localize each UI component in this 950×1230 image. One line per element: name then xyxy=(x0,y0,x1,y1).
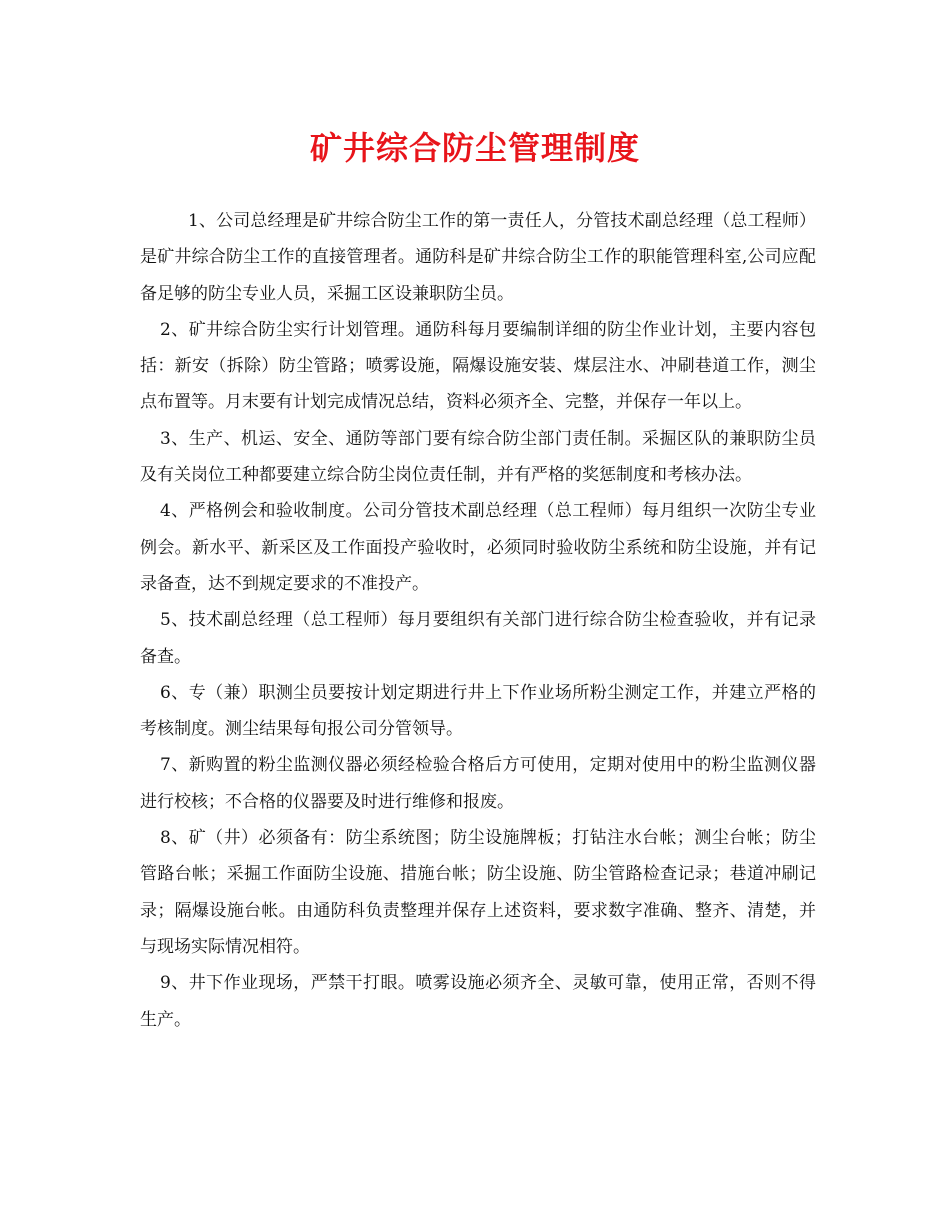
document-title: 矿井综合防尘管理制度 xyxy=(309,129,640,167)
paragraph-3: 3、生产、机运、安全、通防等部门要有综合防尘部门责任制。采掘区队的兼职防尘员及有关岗位工种都要建立综合防尘岗位责任制，并有严格的奖惩制度和考核办法。 xyxy=(140,428,816,486)
paragraph-2: 2、矿井综合防尘实行计划管理。通防科每月要编制详细的防尘作业计划，主要内容包括：新安（拆除）防尘管路；喷雾设施，隔爆设施安装、煤层注水、冲刷巷道工作，测尘点布置等。月末要有计划完成情况总结，资料必须齐全、完整，并保存一年以上。 xyxy=(140,319,816,413)
document-body xyxy=(140,203,816,1038)
paragraph-8: 8、矿（井）必须备有：防尘系统图；防尘设施牌板；打钻注水台帐；测尘台帐；防尘管路台帐；采掘工作面防尘设施、措施台帐；防尘设施、防尘管路检查记录；巷道冲刷记录；隔爆设施台帐。由通防科负责整理并保存上述资料，要求数字准确、整齐、清楚，并与现场实际情况相符。 xyxy=(140,828,816,957)
paragraph-4: 4、严格例会和验收制度。公司分管技术副总经理（总工程师）每月组织一次防尘专业例会。新水平、新采区及工作面投产验收时，必须同时验收防尘系统和防尘设施，并有记录备查，达不到规定要求的不准投产。 xyxy=(140,501,816,594)
paragraph-5: 5、技术副总经理（总工程师）每月要组织有关部门进行综合防尘检查验收，并有记录备查。 xyxy=(140,610,816,667)
paragraph-7: 7、新购置的粉尘监测仪器必须经检验合格后方可使用，定期对使用中的粉尘监测仪器进行校核；不合格的仪器要及时进行维修和报废。 xyxy=(140,755,816,812)
paragraph-9: 9、井下作业现场，严禁干打眼。喷雾设施必须齐全、灵敏可靠，使用正常，否则不得生产。 xyxy=(140,973,816,1030)
paragraph-6: 6、专（兼）职测尘员要按计划定期进行井上下作业场所粉尘测定工作，并建立严格的考核制度。测尘结果每旬报公司分管领导。 xyxy=(140,682,816,740)
paragraph-1: 1、公司总经理是矿井综合防尘工作的第一责任人，分管技术副总经理（总工程师）是矿井综合防尘工作的直接管理者。通防科是矿井综合防尘工作的职能管理科室,公司应配备足够的防尘专业人员，采掘工区设兼职防尘员。 xyxy=(140,211,816,304)
